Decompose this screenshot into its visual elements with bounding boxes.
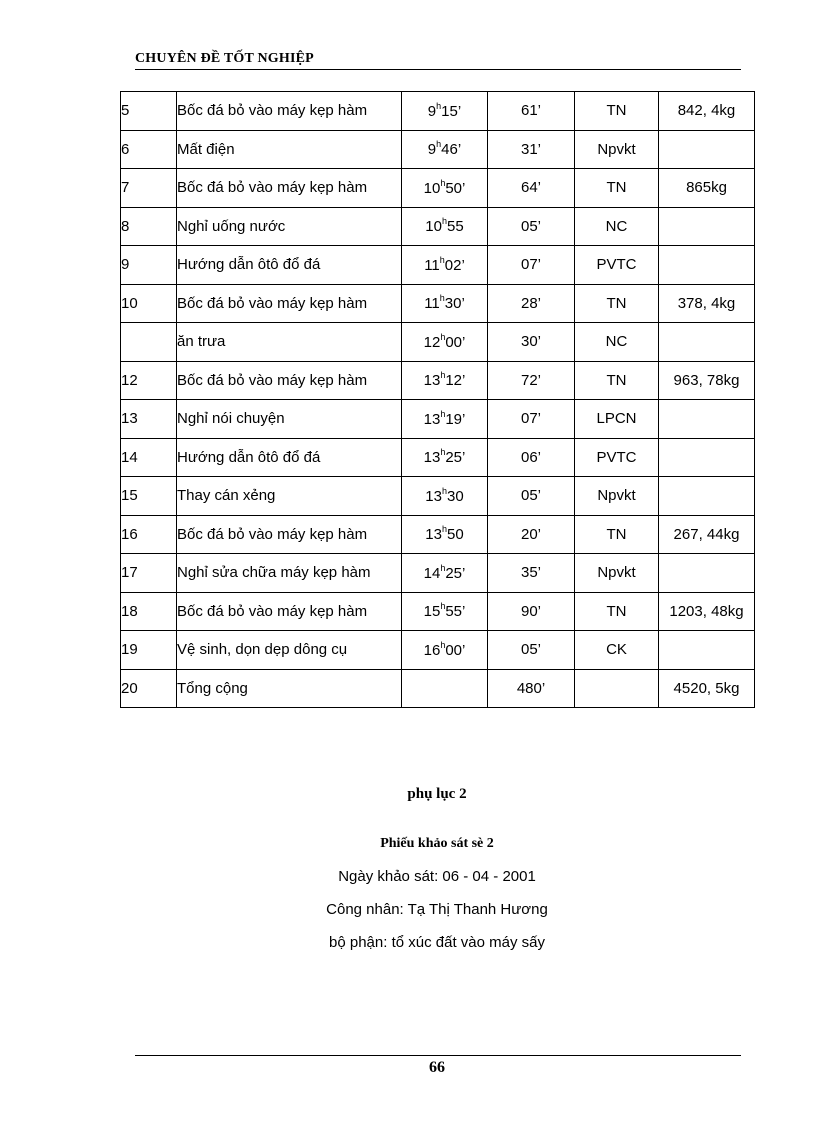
row-number-cell: 18 [121,592,177,631]
task-cell: Nghỉ uống nước [177,207,402,246]
start-hour: 9 [427,102,437,120]
hour-marker: h [441,524,447,535]
quantity-cell: 1203, 48kg [659,592,755,631]
hour-marker: h [439,293,445,304]
table-row [121,323,755,362]
start-time-cell [402,477,488,516]
duration-cell: 05’ [488,207,575,246]
category-code-cell [575,669,659,708]
start-minute: 55 [447,218,464,236]
task-cell: Bốc đá bỏ vào máy kẹp hàm [177,284,402,323]
hour-marker: h [441,216,447,227]
hour-marker: h [440,562,446,573]
category-code-cell: TN [575,92,659,131]
quantity-cell [659,554,755,593]
duration-cell: 07’ [488,400,575,439]
quantity-cell: 378, 4kg [659,284,755,323]
table-row [121,554,755,593]
table-row [121,92,755,131]
task-cell: Bốc đá bỏ vào máy kẹp hàm [177,592,402,631]
category-code-cell: PVTC [575,438,659,477]
duration-cell: 35’ [488,554,575,593]
start-hour: 13 [423,372,441,390]
quantity-cell: 842, 4kg [659,92,755,131]
start-minute: 12’ [445,372,466,390]
quantity-cell [659,477,755,516]
hour-marker: h [440,601,446,612]
table-row [121,130,755,169]
duration-cell: 20’ [488,515,575,554]
start-minute: 46’ [441,141,462,159]
start-hour: 14 [423,564,441,582]
row-number-cell: 14 [121,438,177,477]
survey-table-body [121,92,755,708]
row-number-cell: 7 [121,169,177,208]
task-cell: Bốc đá bỏ vào máy kẹp hàm [177,361,402,400]
category-code-cell: NC [575,207,659,246]
survey-form-title: Phiếu khảo sát sè 2 [380,836,494,851]
row-number-cell: 19 [121,631,177,670]
start-minute: 25’ [445,449,466,467]
duration-cell: 72’ [488,361,575,400]
category-code-cell: TN [575,515,659,554]
table-row [121,207,755,246]
row-number-cell: 17 [121,554,177,593]
task-cell: Hướng dẫn ôtô đổ đá [177,438,402,477]
start-time-cell [402,284,488,323]
start-hour: 9 [427,141,437,159]
row-number-cell: 10 [121,284,177,323]
start-time-cell [402,169,488,208]
start-minute: 00’ [445,641,466,659]
department: bộ phận: tổ xúc đất vào máy sấy [329,934,545,951]
start-hour: 13 [423,410,441,428]
start-minute: 15’ [441,102,462,120]
quantity-cell [659,438,755,477]
start-hour: 11 [424,256,440,274]
category-code-cell: TN [575,169,659,208]
task-cell: Tổng cộng [177,669,402,708]
quantity-cell [659,130,755,169]
appendix-title: phụ lục 2 [407,786,467,802]
table-row [121,477,755,516]
survey-table [120,91,755,708]
start-minute: 30’ [444,295,465,313]
category-code-cell: CK [575,631,659,670]
start-time-cell [402,246,488,285]
start-hour: 13 [425,487,442,505]
hour-marker: h [439,254,445,265]
row-number-cell: 6 [121,130,177,169]
start-time-cell [402,631,488,670]
start-hour: 11 [424,295,440,313]
start-minute: 55’ [445,603,466,621]
duration-cell: 90’ [488,592,575,631]
table-row [121,631,755,670]
hour-marker: h [436,139,442,150]
start-minute: 50’ [445,179,466,197]
quantity-cell [659,207,755,246]
task-cell: Bốc đá bỏ vào máy kẹp hàm [177,92,402,131]
quantity-cell [659,323,755,362]
table-row [121,400,755,439]
start-minute: 00’ [445,333,466,351]
category-code-cell: NC [575,323,659,362]
task-cell: ăn trưa [177,323,402,362]
start-time-cell [402,554,488,593]
start-time-cell [402,669,488,708]
duration-cell: 05’ [488,631,575,670]
start-time-cell [402,130,488,169]
row-number-cell: 16 [121,515,177,554]
task-cell: Nghỉ nói chuyện [177,400,402,439]
hour-marker: h [436,100,442,111]
hour-marker: h [440,370,446,381]
survey-date: Ngày khảo sát: 06 - 04 - 2001 [338,868,536,885]
start-hour: 10 [423,179,441,197]
table-row [121,284,755,323]
quantity-cell: 963, 78kg [659,361,755,400]
category-code-cell: TN [575,592,659,631]
start-time-cell [402,207,488,246]
row-number-cell: 12 [121,361,177,400]
quantity-cell [659,246,755,285]
quantity-cell: 4520, 5kg [659,669,755,708]
start-time-cell [402,592,488,631]
duration-cell: 61’ [488,92,575,131]
start-time-cell [402,400,488,439]
category-code-cell: Npvkt [575,477,659,516]
duration-cell: 31’ [488,130,575,169]
duration-cell: 28’ [488,284,575,323]
category-code-cell: TN [575,284,659,323]
category-code-cell: Npvkt [575,130,659,169]
start-minute: 30 [447,487,464,505]
start-hour: 13 [425,526,442,544]
task-cell: Vệ sinh, dọn dẹp dông cụ [177,631,402,670]
start-minute: 25’ [445,564,466,582]
row-number-cell: 20 [121,669,177,708]
duration-cell: 05’ [488,477,575,516]
quantity-cell: 865kg [659,169,755,208]
start-minute: 50 [447,526,464,544]
start-minute: 19’ [445,410,466,428]
duration-cell: 07’ [488,246,575,285]
task-cell: Bốc đá bỏ vào máy kẹp hàm [177,169,402,208]
task-cell: Nghỉ sửa chữa máy kẹp hàm [177,554,402,593]
header-title: CHUYÊN ĐỀ TỐT NGHIỆP [135,51,314,66]
start-hour: 12 [423,333,441,351]
table-row [121,361,755,400]
table-row [121,515,755,554]
hour-marker: h [440,639,446,650]
table-row [121,669,755,708]
worker-name: Công nhân: Tạ Thị Thanh Hương [326,901,548,918]
start-time-cell [402,92,488,131]
table-row [121,169,755,208]
quantity-cell [659,631,755,670]
category-code-cell: PVTC [575,246,659,285]
row-number-cell: 9 [121,246,177,285]
hour-marker: h [440,177,446,188]
start-hour: 16 [423,641,441,659]
start-hour: 15 [423,603,441,621]
start-time-cell [402,323,488,362]
row-number-cell [121,323,177,362]
start-time-cell [402,361,488,400]
task-cell: Mất điện [177,130,402,169]
table-row [121,438,755,477]
hour-marker: h [441,485,447,496]
duration-cell: 06’ [488,438,575,477]
quantity-cell [659,400,755,439]
duration-cell: 64’ [488,169,575,208]
row-number-cell: 5 [121,92,177,131]
footer-divider [135,1055,741,1056]
hour-marker: h [440,447,446,458]
table-row [121,592,755,631]
task-cell: Bốc đá bỏ vào máy kẹp hàm [177,515,402,554]
page-header [135,49,741,70]
category-code-cell: TN [575,361,659,400]
category-code-cell: Npvkt [575,554,659,593]
table-row [121,246,755,285]
task-cell: Hướng dẫn ôtô đổ đá [177,246,402,285]
row-number-cell: 15 [121,477,177,516]
row-number-cell: 13 [121,400,177,439]
start-minute: 02’ [444,256,465,274]
row-number-cell: 8 [121,207,177,246]
hour-marker: h [440,408,446,419]
quantity-cell: 267, 44kg [659,515,755,554]
task-cell: Thay cán xẻng [177,477,402,516]
start-hour: 10 [425,218,442,236]
category-code-cell: LPCN [575,400,659,439]
page-number: 66 [429,1059,445,1076]
start-hour: 13 [423,449,441,467]
duration-cell: 480’ [488,669,575,708]
start-time-cell [402,515,488,554]
duration-cell: 30’ [488,323,575,362]
start-time-cell [402,438,488,477]
hour-marker: h [440,331,446,342]
